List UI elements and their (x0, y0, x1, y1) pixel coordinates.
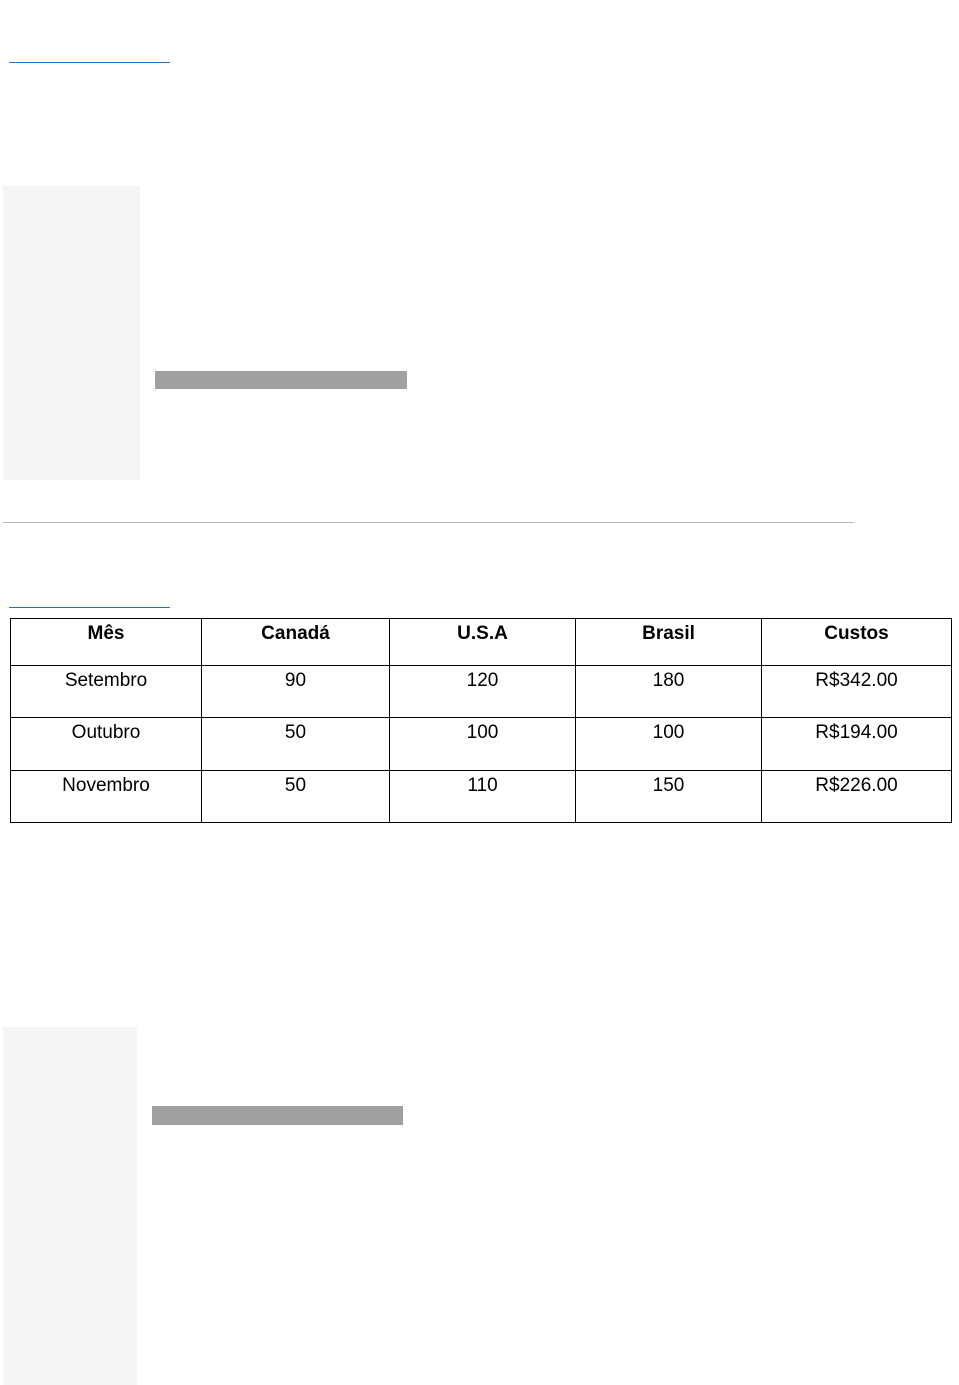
table-cell: 150 (576, 770, 762, 822)
placeholder-bar-top (155, 371, 407, 389)
horizontal-divider (3, 522, 854, 523)
clipped-text-line (11, 827, 811, 839)
table-cell: 110 (390, 770, 576, 822)
header-usa: U.S.A (390, 619, 576, 666)
sidebar-panel-top (3, 186, 140, 480)
table-cell: 50 (202, 718, 390, 770)
header-custos: Custos (762, 619, 952, 666)
data-table (10, 618, 952, 823)
table-cell: Outubro (11, 718, 202, 770)
table-cell: R$342.00 (762, 666, 952, 718)
table-cell: R$226.00 (762, 770, 952, 822)
placeholder-bar-bottom (152, 1106, 403, 1125)
table-cell: 100 (390, 718, 576, 770)
table-cell: R$194.00 (762, 718, 952, 770)
table-header-row (11, 619, 952, 666)
header-mes: Mês (11, 619, 202, 666)
sidebar-panel-bottom (3, 1027, 137, 1385)
table-cell: 180 (576, 666, 762, 718)
header-brasil: Brasil (576, 619, 762, 666)
table-row (11, 666, 952, 718)
table-cell: 100 (576, 718, 762, 770)
link-underline-middle[interactable] (9, 607, 170, 608)
table-cell: 50 (202, 770, 390, 822)
table-cell: 90 (202, 666, 390, 718)
table-row (11, 718, 952, 770)
link-underline-top[interactable] (9, 62, 170, 63)
table-cell: Novembro (11, 770, 202, 822)
table-row (11, 770, 952, 822)
header-canada: Canadá (202, 619, 390, 666)
table-cell: 120 (390, 666, 576, 718)
table-cell: Setembro (11, 666, 202, 718)
